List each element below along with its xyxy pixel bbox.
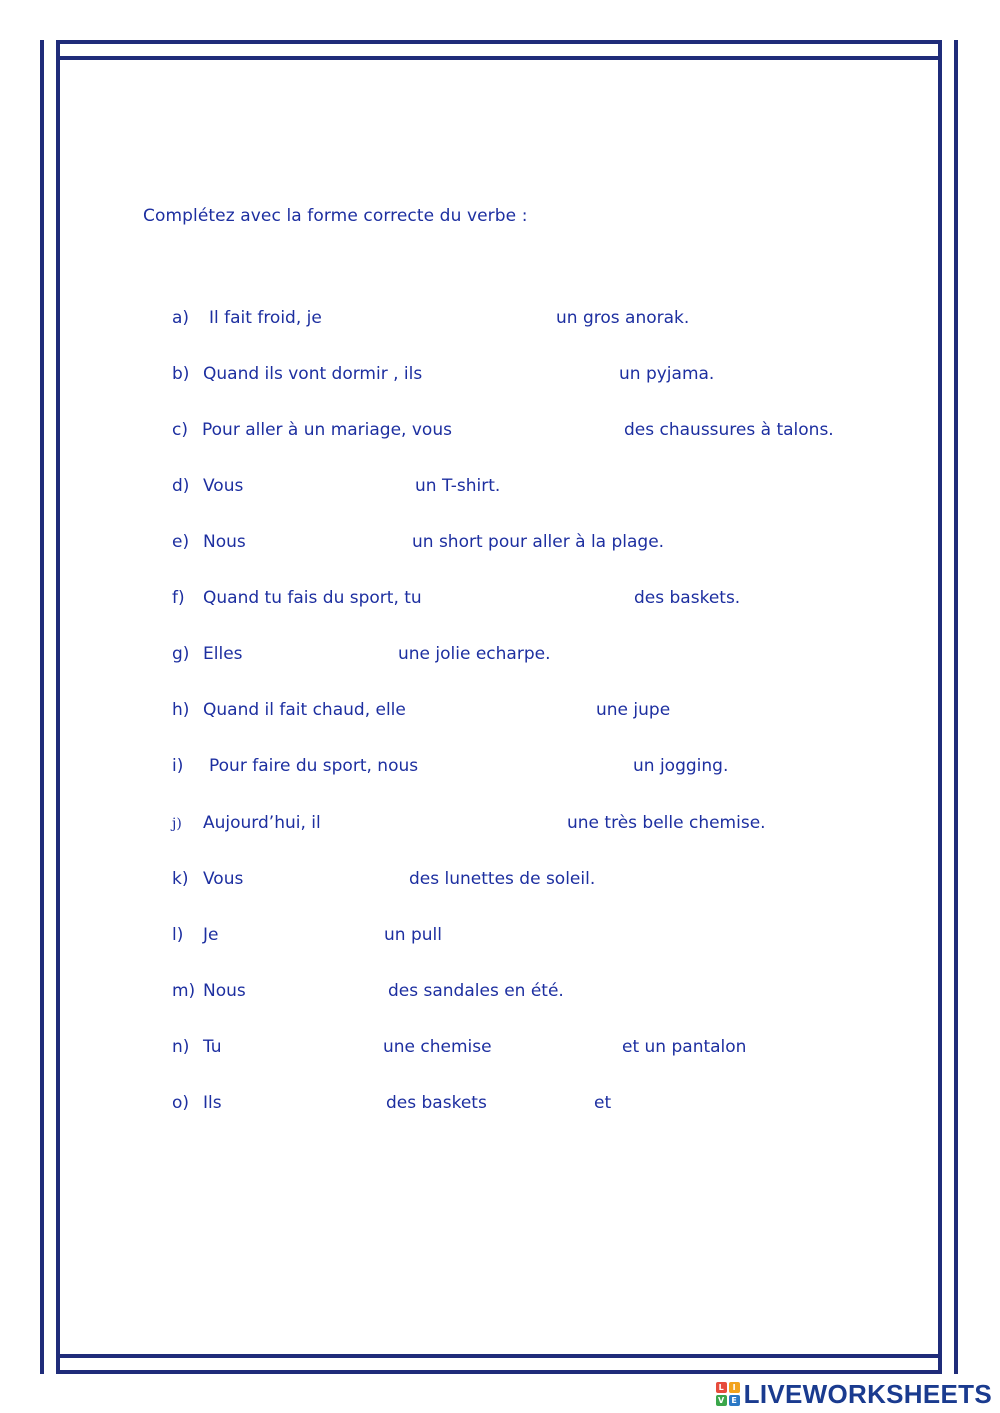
item-stem: Nous [203, 532, 246, 552]
item-stem: Quand tu fais du sport, tu [203, 588, 422, 608]
item-stem: Nous [203, 981, 246, 1001]
item-label: o) [172, 1093, 190, 1113]
item-stem: Tu [203, 1037, 222, 1057]
item-tail: et un pantalon [622, 1037, 747, 1057]
item-rest: un T-shirt. [415, 476, 501, 496]
item-rest: un gros anorak. [556, 308, 690, 328]
item-stem: Quand ils vont dormir , ils [203, 364, 423, 384]
item-label: e) [172, 532, 190, 552]
item-rest: des sandales en été. [388, 981, 564, 1001]
item-label: l) [172, 925, 184, 945]
item-rest: un short pour aller à la plage. [412, 532, 665, 552]
item-label: i) [172, 756, 184, 776]
logo-letter: L [716, 1382, 727, 1393]
watermark-text: LIVEWORKSHEETS [743, 1378, 992, 1409]
item-stem: Vous [203, 869, 244, 889]
item-rest: des baskets [386, 1093, 487, 1113]
item-label: c) [172, 420, 188, 440]
item-label: n) [172, 1037, 190, 1057]
liveworksheets-watermark [716, 1378, 992, 1410]
item-rest: des chaussures à talons. [624, 420, 834, 440]
item-rest: une très belle chemise. [567, 813, 766, 833]
item-stem: Elles [203, 644, 243, 664]
item-stem: Quand il fait chaud, elle [203, 700, 406, 720]
item-stem: Pour faire du sport, nous [209, 756, 419, 776]
logo-letter: I [729, 1382, 740, 1393]
item-stem: Ils [203, 1093, 222, 1113]
item-rest: des baskets. [634, 588, 741, 608]
item-stem: Je [203, 925, 219, 945]
item-rest: une chemise [383, 1037, 492, 1057]
item-label: g) [172, 644, 190, 664]
instruction-text: Complétez avec la forme correcte du verbe : [143, 206, 528, 226]
item-label: k) [172, 869, 189, 889]
item-rest: un jogging. [633, 756, 729, 776]
border-left [40, 40, 60, 1374]
item-label: d) [172, 476, 190, 496]
border-right [938, 40, 958, 1374]
item-stem: Pour aller à un mariage, vous [202, 420, 452, 440]
item-stem: Vous [203, 476, 244, 496]
border-bottom [40, 1354, 958, 1374]
item-label: m) [172, 981, 196, 1001]
item-stem: Il fait froid, je [209, 308, 322, 328]
border-top [40, 40, 958, 60]
item-label: j) [172, 816, 182, 832]
item-label: f) [172, 588, 185, 608]
item-rest: une jolie echarpe. [398, 644, 551, 664]
item-label: h) [172, 700, 190, 720]
item-label: a) [172, 308, 190, 328]
item-stem: Aujourd’hui, il [203, 813, 321, 833]
item-rest: un pyjama. [619, 364, 715, 384]
item-rest: des lunettes de soleil. [409, 869, 596, 889]
item-label: b) [172, 364, 190, 384]
item-tail: et [594, 1093, 612, 1113]
logo-letter: V [716, 1395, 727, 1406]
item-rest: une jupe [596, 700, 671, 720]
liveworksheets-logo-icon [716, 1382, 740, 1406]
logo-letter: E [729, 1395, 740, 1406]
item-rest: un pull [384, 925, 442, 945]
